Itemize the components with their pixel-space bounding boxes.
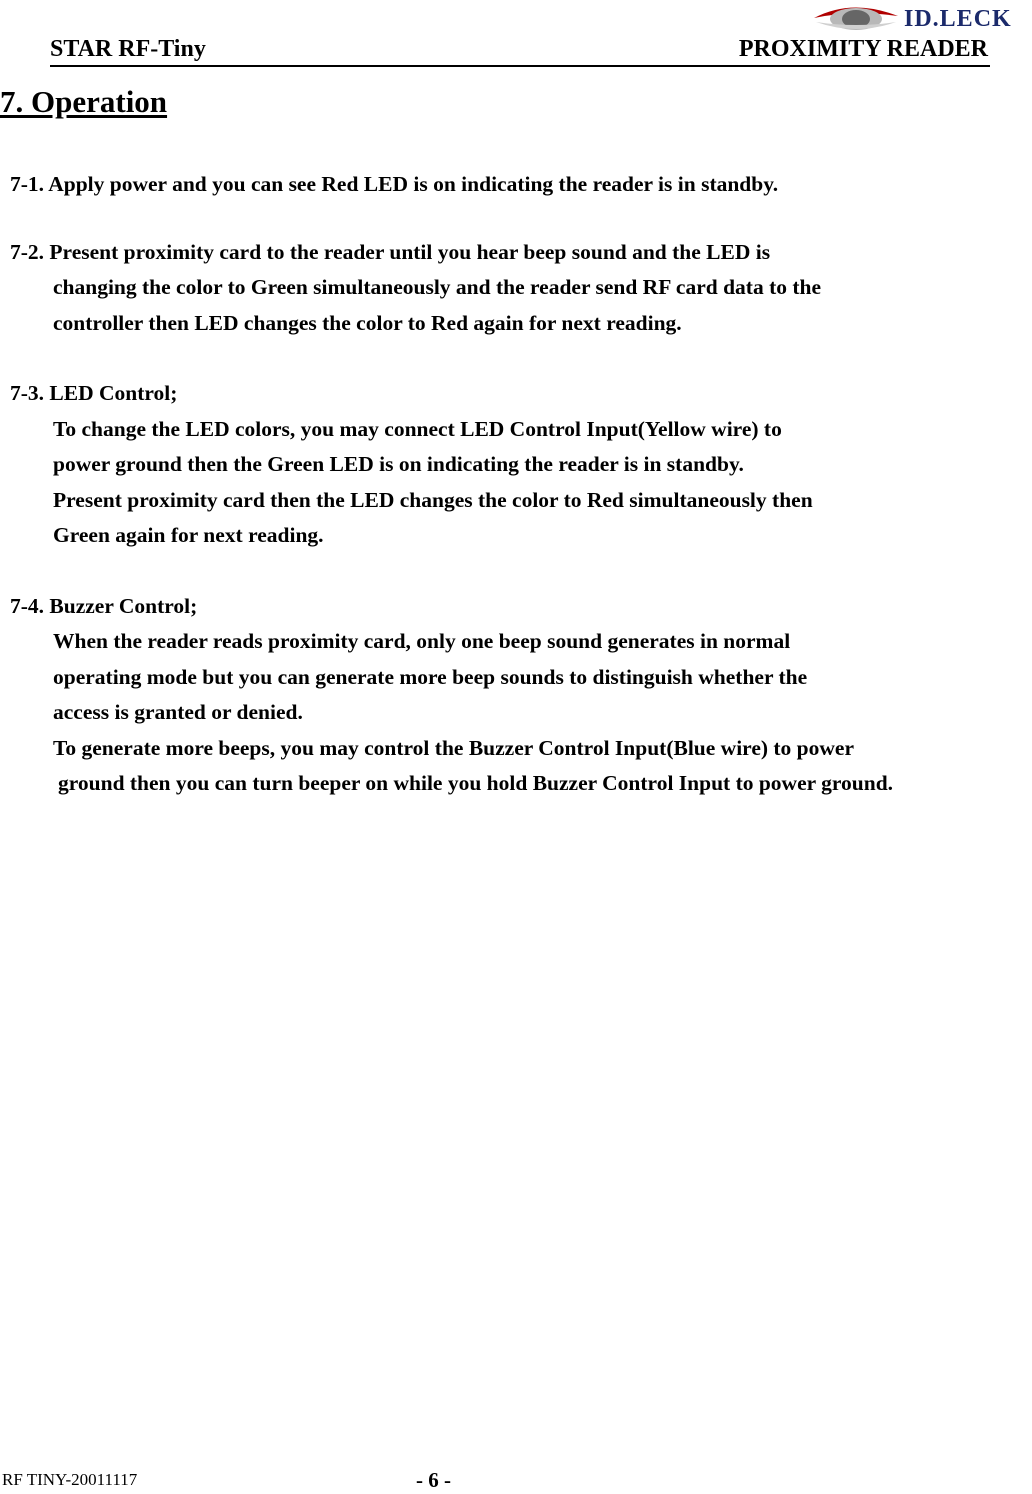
step-7-2-line: 7-2. Present proximity card to the reader until you hear beep sound and the LED is <box>10 240 771 264</box>
step-7-3-line: Green again for next reading. <box>53 523 324 547</box>
step-7-4-heading: 7-4. Buzzer Control; <box>10 594 198 618</box>
idleck-logo <box>812 2 1012 36</box>
header-product-title: STAR RF-Tiny <box>50 36 206 62</box>
step-7-4-line: When the reader reads proximity card, only one beep sound generates in normal <box>53 629 791 653</box>
step-7-4-line: access is granted or denied. <box>53 700 303 724</box>
step-7-4-line: operating mode but you can generate more beep sounds to distinguish whether the <box>53 665 808 689</box>
footer-doc-id: RF TINY-20011117 <box>2 1470 138 1489</box>
step-7-3-line: Present proximity card then the LED changes the color to Red simultaneously then <box>53 488 813 512</box>
header-category-title: PROXIMITY READER <box>738 36 988 62</box>
step-7-4-line: To generate more beeps, you may control the Buzzer Control Input(Blue wire) to power <box>53 736 855 760</box>
header-rule <box>50 65 990 67</box>
section-title: 7. Operation <box>0 84 168 119</box>
step-7-3-line: To change the LED colors, you may connect LED Control Input(Yellow wire) to <box>53 417 782 441</box>
footer-page-number: - 6 - <box>416 1468 451 1492</box>
step-7-1-line: 7-1. Apply power and you can see Red LED is on indicating the reader is in standby. <box>10 172 779 196</box>
step-7-2-line: controller then LED changes the color to Red again for next reading. <box>53 311 682 335</box>
step-7-3-heading: 7-3. LED Control; <box>10 381 178 405</box>
step-7-4-line: ground then you can turn beeper on while you hold Buzzer Control Input to power ground. <box>58 771 894 795</box>
step-7-2-line: changing the color to Green simultaneously and the reader send RF card data to the <box>53 275 822 299</box>
step-7-3-line: power ground then the Green LED is on indicating the reader is in standby. <box>53 452 744 476</box>
eye-logo-icon <box>812 2 902 36</box>
logo-text: ID.LECK <box>904 6 1012 32</box>
